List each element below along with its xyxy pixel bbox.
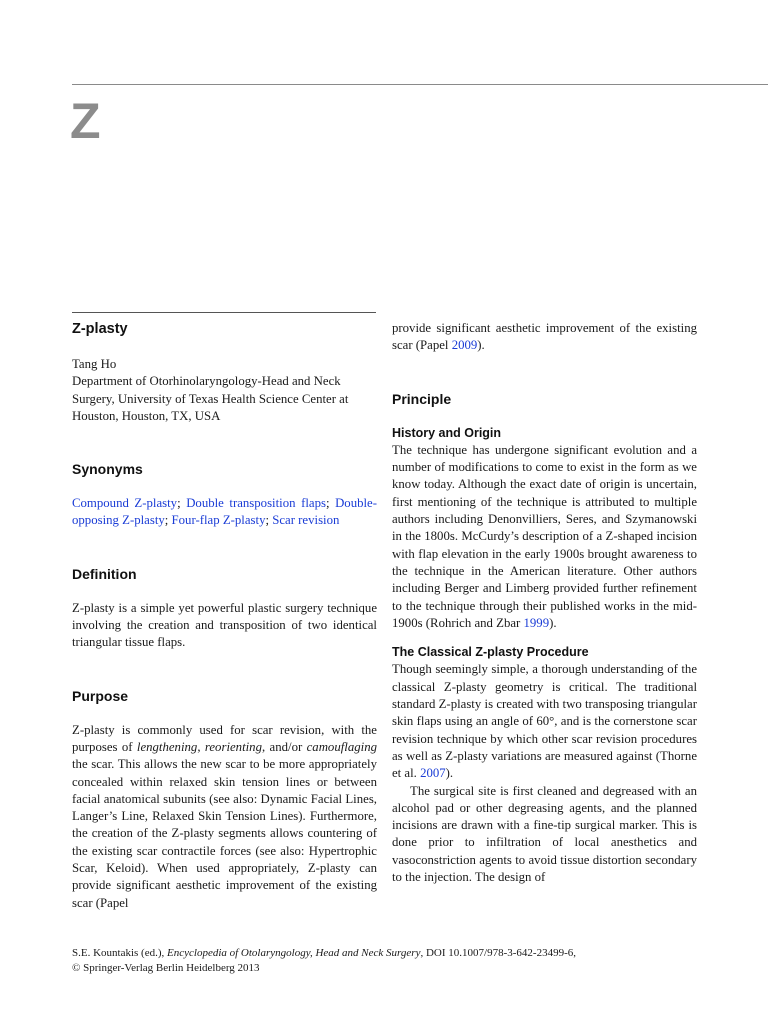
citation-link[interactable]: 1999: [523, 615, 550, 630]
purpose-heading: Purpose: [72, 687, 129, 704]
footer-citation: S.E. Kountakis (ed.), Encyclopedia of Otolaryngology, Head and Neck Surgery, DOI 10.1007/978-3-642-23499-6,: [72, 947, 576, 959]
procedure-text: The surgical site is first cleaned and degreased with an alcohol pad or other degreasing agents, and the planned incisions are drawn with a fine-tip surgical marker. This is done prior to infiltration of local anesthetics and vasoconstriction agents to avoid tissue distortion secondary to the injection. The design of: [392, 783, 697, 885]
synonym-link[interactable]: Compound Z-plasty: [72, 496, 178, 511]
synonym-link[interactable]: Scar revision: [272, 513, 340, 528]
affiliation-line: Surgery, University of Texas Health Science Center at: [72, 391, 349, 406]
affiliation-line: Houston, Houston, TX, USA: [72, 408, 221, 423]
history-text: The technique has undergone significant evolution and a number of modifications to come to exist in the form as we know today. Although the exact date of origin is uncertain, first mentioning of the technique is attributed to multiple authors including Denonvilliers, Seres, and Szymanowski in the 1800s. McCurdy’s description of a Z-shaped incision with flap elevation in the early 1900s brought awareness to the technique in the American literature. Other authors including Berger and Limberg provided further refinement to the technique through their published works in the mid-1900s (Rohrich and Zbar 1999).: [392, 442, 697, 630]
author-name: Tang Ho: [72, 357, 117, 371]
synonyms-heading: Synonyms: [72, 461, 143, 478]
synonyms-list: Compound Z-plasty; Double transposition flaps; Double-opposing Z-plasty; Four-flap Z-plasty; Scar revision: [72, 496, 377, 528]
principle-heading: Principle: [392, 390, 452, 407]
page-footer: [72, 946, 672, 976]
synonym-link[interactable]: Double transposition flaps: [186, 496, 326, 511]
section-letter: Z: [70, 93, 101, 149]
affiliation-line: Department of Otorhinolaryngology-Head and Neck: [72, 374, 341, 389]
purpose-text-continued: provide significant aesthetic improvement of the existing scar (Papel 2009).: [392, 321, 697, 353]
definition-text: Z-plasty is a simple yet powerful plastic surgery technique involving the creation and transposition of two identical triangular tissue flaps.: [72, 600, 377, 650]
history-heading: History and Origin: [392, 425, 502, 440]
classical-heading: The Classical Z-plasty Procedure: [392, 645, 589, 660]
purpose-text: Z-plasty is commonly used for scar revision, with the purposes of lengthening, reorienting, and/or camouflaging the scar. This allows the new scar to be more appropriately concealed within relaxed skin tension lines or between facial anatomical subunits (see also: Dynamic Facial Lines, Langer’s Line, Relaxed Skin Tension Lines). Furthermore, the creation of the Z-plasty segments allows countering of the existing scar contractile forces (see also: Hypertrophic Scar, Keloid). When used appropriately, Z-plasty can provide significant aesthetic improvement of the existing scar (Papel: [72, 722, 377, 910]
citation-link[interactable]: 2007: [420, 766, 446, 781]
definition-heading: Definition: [72, 565, 137, 582]
entry-rule: [72, 312, 376, 313]
synonym-link[interactable]: Double-opposing Z-plasty: [72, 496, 377, 528]
author-block: [72, 356, 377, 425]
page-top-rule: [72, 84, 768, 85]
citation-link[interactable]: 2009: [451, 338, 478, 353]
synonym-link[interactable]: Four-flap Z-plasty: [171, 513, 266, 528]
left-column: [72, 320, 377, 912]
footer-copyright: © Springer-Verlag Berlin Heidelberg 2013: [72, 962, 260, 974]
right-column: [392, 320, 697, 886]
entry-title: Z-plasty: [72, 321, 128, 337]
classical-text: Though seemingly simple, a thorough understanding of the classical Z-plasty geometry is critical. The traditional standard Z-plasty is created with two transposing triangular skin flaps using an angle of 60°, and is the cornerstone scar revision technique by which other scar revision procedures as well as Z-plasty variations are measured against (Thorne et al. 2007).: [392, 662, 697, 781]
